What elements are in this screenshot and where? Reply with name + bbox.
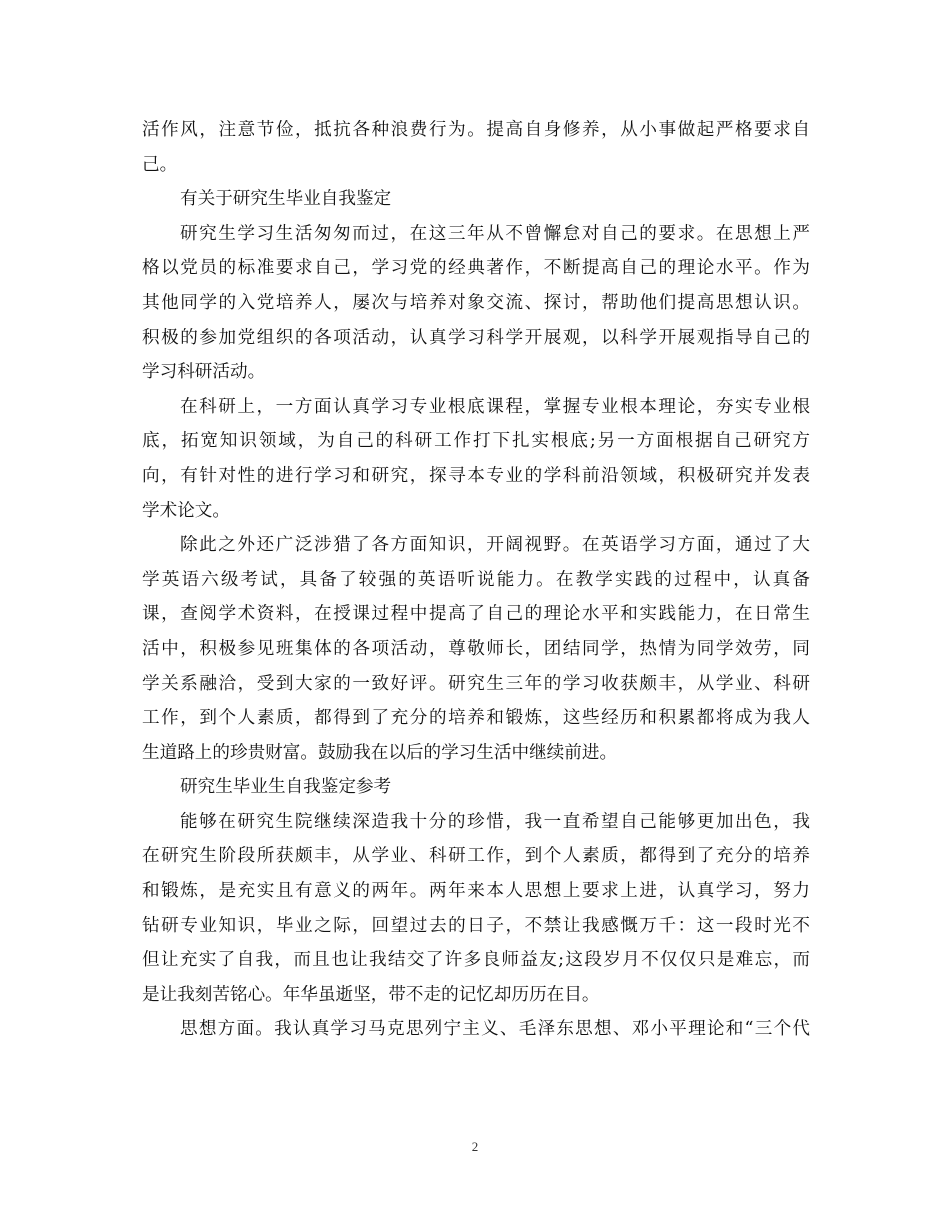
text-line: 活作风，注意节俭，抵抗各种浪费行为。提高自身修养，从小事做起严格要求自 (142, 120, 810, 140)
text-line: 生道路上的珍贵财富。鼓励我在以后的学习生活中继续前进。 (142, 742, 618, 763)
text-line: 学术论文。 (142, 500, 230, 521)
page-number: 2 (471, 1139, 479, 1154)
text-line: 课，查阅学术资料，在授课过程中提高了自己的理论水平和实践能力，在日常生 (142, 604, 810, 625)
text-line: 活中，积极参见班集体的各项活动，尊敬师长，团结同学，热情为同学效劳，同 (142, 638, 810, 659)
text-line: 是让我刻苦铭心。年华虽逝坚，带不走的记忆却历历在目。 (142, 984, 600, 1005)
text-line: 能够在研究生院继续深造我十分的珍惜，我一直希望自己能够更加出色，我 (180, 811, 810, 832)
text-line: 但让充实了自我，而且也让我结交了许多良师益友;这段岁月不仅仅只是难忘，而 (142, 950, 810, 971)
text-line: 除此之外还广泛涉猎了各方面知识，开阔视野。在英语学习方面，通过了大 (180, 535, 810, 556)
text-line: 学英语六级考试，具备了较强的英语听说能力。在教学实践的过程中，认真备 (142, 569, 810, 590)
text-line: 有关于研究生毕业自我鉴定 (180, 189, 392, 210)
text-line: 研究生毕业生自我鉴定参考 (180, 777, 392, 798)
text-line: 和锻炼，是充实且有意义的两年。两年来本人思想上要求上进，认真学习，努力 (142, 881, 810, 902)
text-line: 研究生学习生活匆匆而过，在这三年从不曾懈怠对自己的要求。在思想上严 (180, 223, 810, 244)
text-line: 在科研上，一方面认真学习专业根底课程，掌握专业根本理论，夯实专业根 (180, 396, 810, 417)
text-line: 在研究生阶段所获颇丰，从学业、科研工作，到个人素质，都得到了充分的培养 (142, 846, 810, 867)
text-line: 向，有针对性的进行学习和研究，探寻本专业的学科前沿领域，积极研究并发表 (142, 465, 810, 486)
document-body (142, 113, 810, 1047)
text-line: 格以党员的标准要求自己，学习党的经典著作，不断提高自己的理论水平。作为 (142, 258, 810, 279)
text-line: 学习科研活动。 (142, 362, 266, 383)
text-line: 思想方面。我认真学习马克思列宁主义、毛泽东思想、邓小平理论和“三个代 (180, 1019, 810, 1040)
text-line: 积极的参加党组织的各项活动，认真学习科学开展观，以科学开展观指导自己的 (142, 327, 810, 348)
text-line: 钻研专业知识，毕业之际，回望过去的日子，不禁让我感慨万千：这一段时光不 (142, 915, 810, 936)
text-line: 工作，到个人素质，都得到了充分的培养和锻炼，这些经历和积累都将成为我人 (142, 708, 810, 729)
text-line: 己。 (142, 154, 178, 175)
text-line: 学关系融洽，受到大家的一致好评。研究生三年的学习收获颇丰，从学业、科研 (142, 673, 810, 694)
text-line: 底，拓宽知识领域，为自己的科研工作打下扎实根底;另一方面根据自己研究方 (142, 431, 810, 452)
text-line: 其他同学的入党培养人，屡次与培养对象交流、探讨，帮助他们提高思想认识。 (142, 292, 810, 313)
